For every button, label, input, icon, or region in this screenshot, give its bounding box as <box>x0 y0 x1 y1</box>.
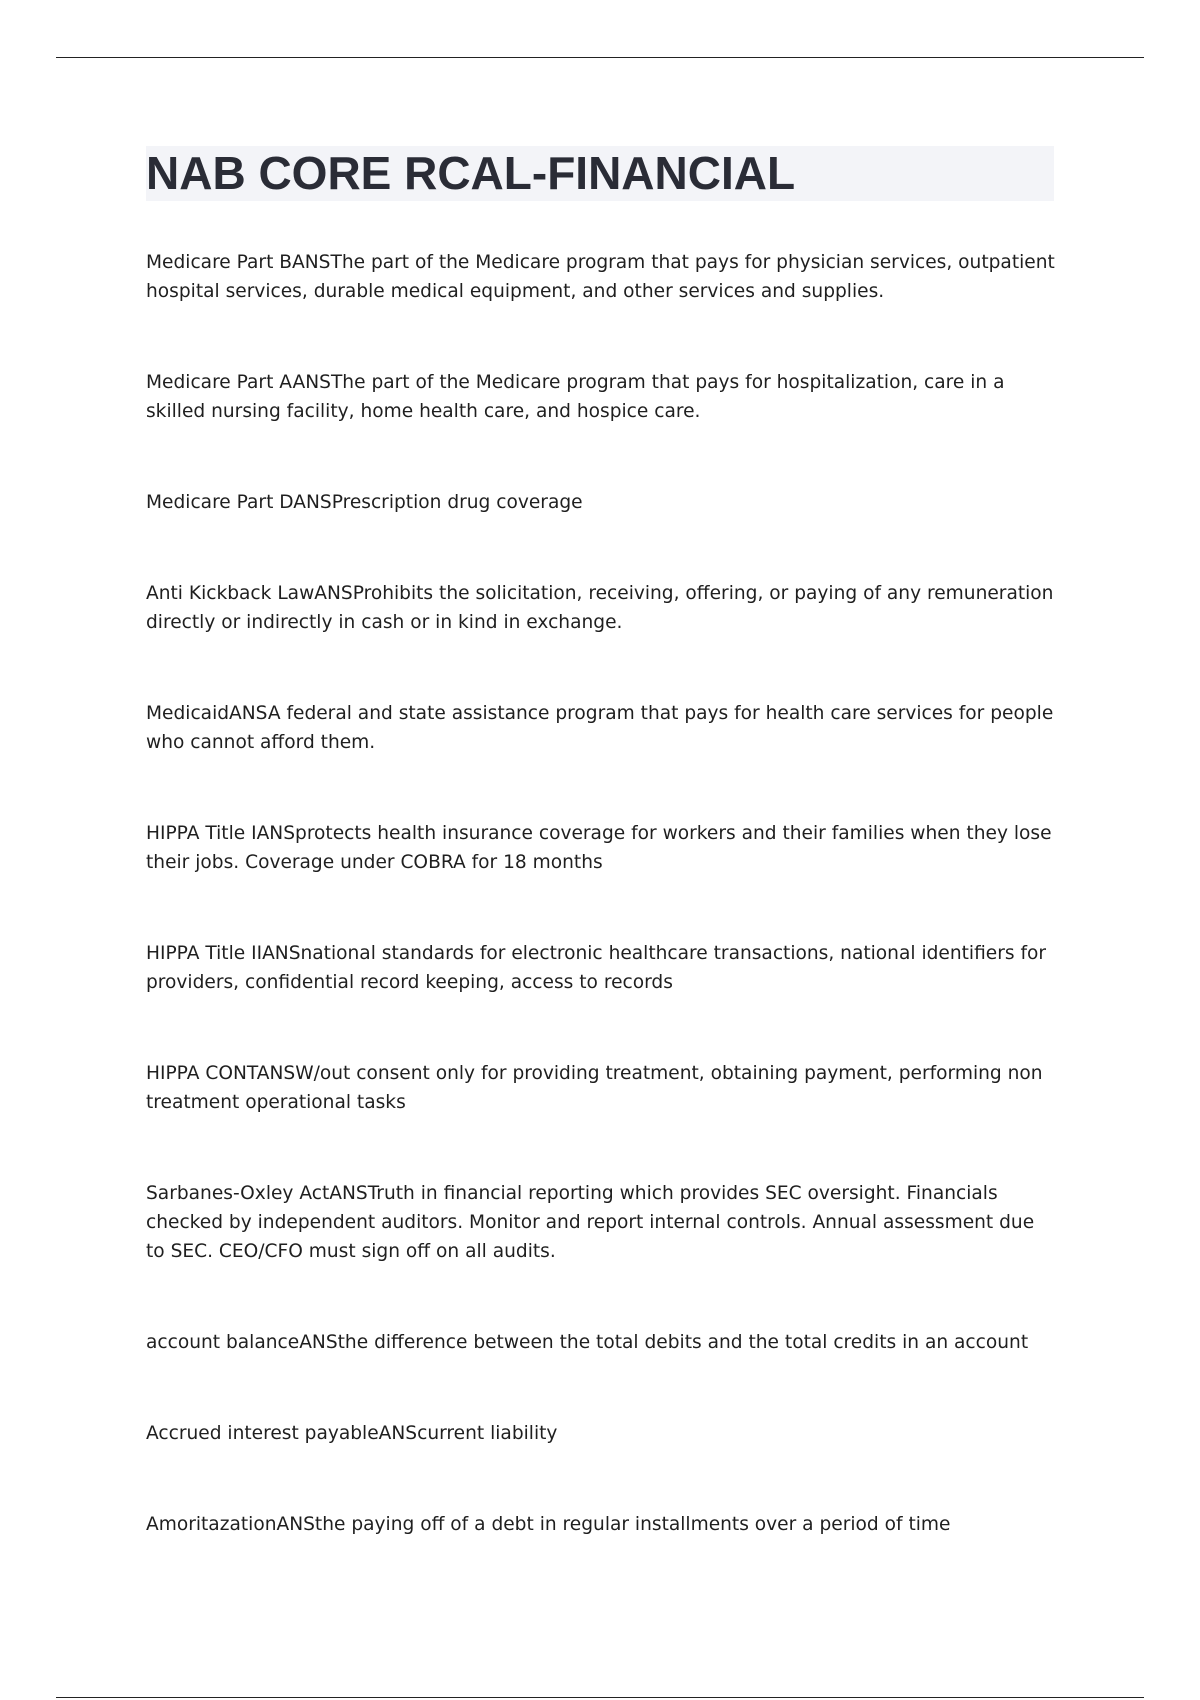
flashcard-entry <box>146 368 1056 426</box>
entry-separator: ANS <box>329 1183 368 1204</box>
entry-term: Medicare Part D <box>146 492 294 513</box>
entry-term: Medicaid <box>146 703 230 724</box>
entry-term: account balance <box>146 1332 300 1353</box>
entry-definition: current liability <box>417 1423 558 1444</box>
entry-definition: the paying off of a debt in regular installments over a period of time <box>314 1514 951 1535</box>
entry-definition: W/out consent only for providing treatment, obtaining payment, performing non treatment operational tasks <box>146 1063 1043 1113</box>
flashcard-entry <box>146 1059 1056 1117</box>
entry-separator: ANS <box>276 1514 315 1535</box>
entry-definition: protects health insurance coverage for workers and their families when they lose their jobs. Coverage under COBRA for 18 months <box>146 823 1052 873</box>
entry-term: HIPPA CONT <box>146 1063 257 1084</box>
entry-definition: The part of the Medicare program that pays for physician services, outpatient hospital services, durable medical equipment, and other services and supplies. <box>146 252 1055 302</box>
entry-separator: ANS <box>256 823 296 844</box>
entry-separator: ANS <box>299 1332 338 1353</box>
flashcard-entry <box>146 1179 1056 1266</box>
entry-term: HIPPA Title I <box>146 823 257 844</box>
entry-term: Medicare Part B <box>146 252 293 273</box>
entry-definition: The part of the Medicare program that pays for hospitalization, care in a skilled nursing facility, home health care, and hospice care. <box>146 372 1005 422</box>
entry-definition: Prescription drug coverage <box>331 492 583 513</box>
entry-term: Medicare Part A <box>146 372 293 393</box>
entry-term: Sarbanes-Oxley Act <box>146 1183 330 1204</box>
entry-separator: ANS <box>378 1423 418 1444</box>
flashcard-entry <box>146 248 1056 306</box>
entry-separator: ANS <box>292 372 331 393</box>
entry-separator: ANS <box>256 1063 296 1084</box>
flashcard-entry <box>146 1328 1056 1357</box>
entry-separator: ANS <box>229 703 268 724</box>
top-divider <box>56 57 1144 58</box>
title-banner <box>146 146 1054 201</box>
entry-definition: Prohibits the solicitation, receiving, offering, or paying of any remuneration directly or indirectly in cash or in kind in exchange. <box>146 583 1054 633</box>
flashcard-list <box>146 248 1056 1539</box>
entry-separator: ANS <box>292 252 331 273</box>
flashcard-entry <box>146 1419 1056 1448</box>
entry-separator: ANS <box>314 583 353 604</box>
flashcard-entry <box>146 699 1056 757</box>
entry-separator: ANS <box>293 492 332 513</box>
bottom-divider <box>56 1697 1144 1698</box>
entry-term: HIPPA Title II <box>146 943 263 964</box>
entry-definition: the difference between the total debits and the total credits in an account <box>337 1332 1029 1353</box>
page-title: NAB CORE RCAL-FINANCIAL <box>146 147 796 199</box>
flashcard-entry <box>146 939 1056 997</box>
flashcard-entry <box>146 488 1056 517</box>
entry-definition: Truth in financial reporting which provides SEC oversight. Financials checked by independent auditors. Monitor and report internal controls. Annual assessment due to SEC. CEO/CFO must sign off on all audits. <box>146 1183 1035 1262</box>
entry-separator: ANS <box>262 943 301 964</box>
entry-definition: A federal and state assistance program that pays for health care services for people who cannot afford them. <box>146 703 1054 753</box>
flashcard-entry <box>146 1510 1056 1539</box>
flashcard-entry <box>146 579 1056 637</box>
flashcard-entry <box>146 819 1056 877</box>
entry-definition: national standards for electronic healthcare transactions, national identifiers for providers, confidential record keeping, access to records <box>146 943 1047 993</box>
entry-term: Amoritazation <box>146 1514 277 1535</box>
entry-term: Accrued interest payable <box>146 1423 379 1444</box>
entry-term: Anti Kickback Law <box>146 583 315 604</box>
